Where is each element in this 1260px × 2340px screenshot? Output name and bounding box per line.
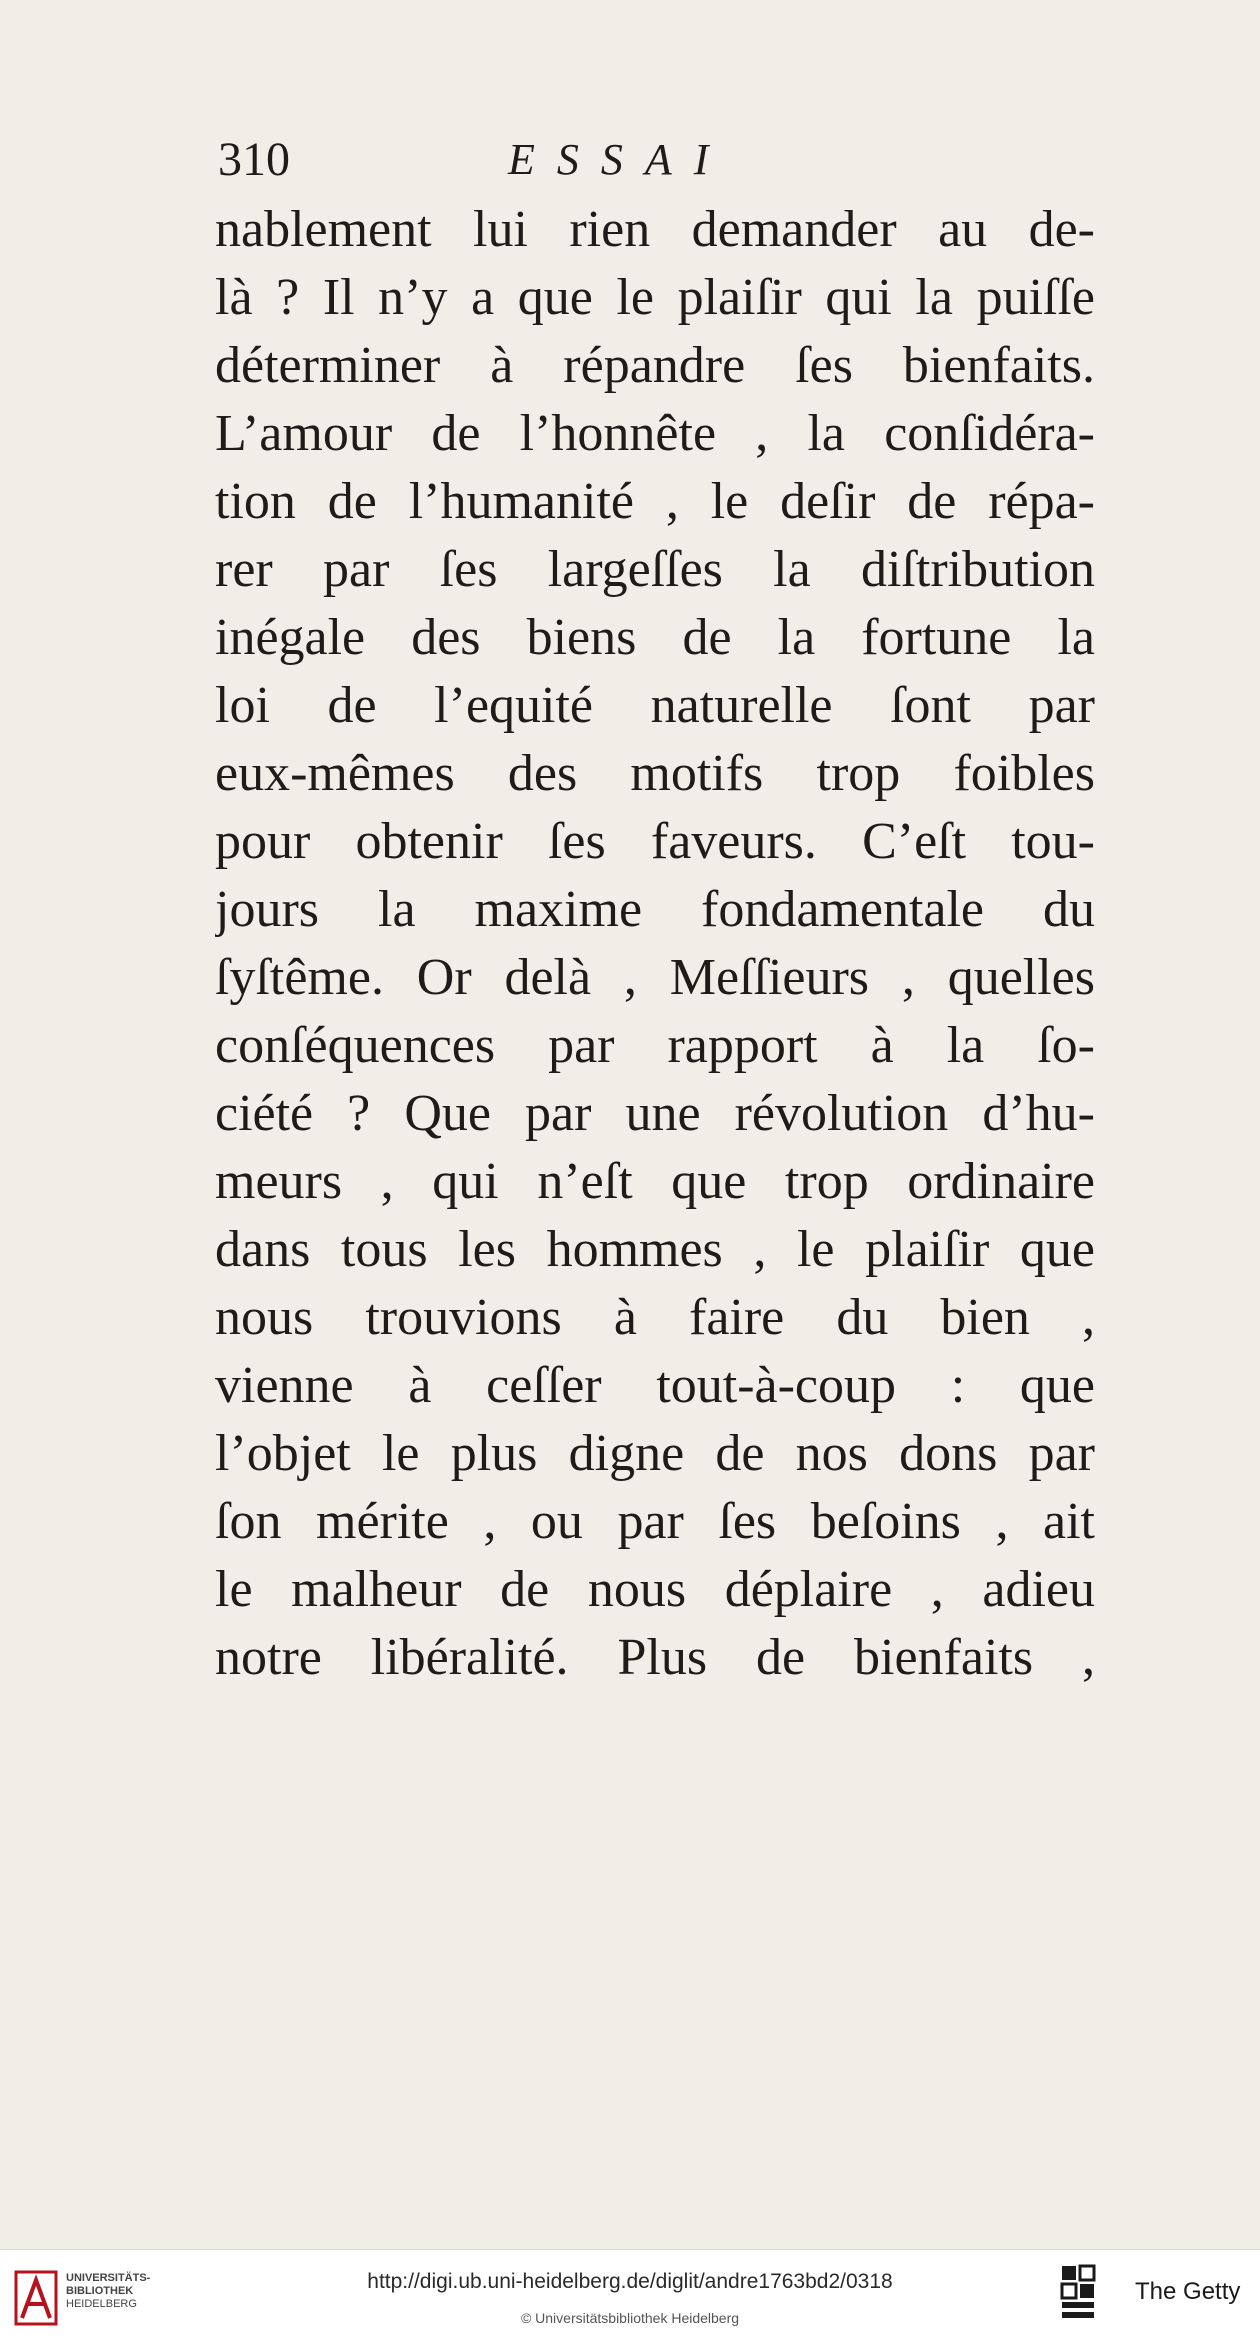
text-line: dans tous les hommes , le plaiſir que <box>215 1221 1095 1278</box>
text-line: ſon mérite , ou par ſes beſoins , ait <box>215 1493 1095 1550</box>
text-line: conſéquences par rapport à la ſo- <box>215 1017 1095 1074</box>
library-name-line1: UNIVERSITÄTS- <box>66 2272 151 2284</box>
text-line: jours la maxime fondamentale du <box>215 881 1095 938</box>
text-line: notre libéralité. Plus de bienfaits , <box>215 1629 1095 1686</box>
text-line: inégale des biens de la fortune la <box>215 609 1095 666</box>
text-line: le malheur de nous déplaire , adieu <box>215 1561 1095 1618</box>
text-line: déterminer à répandre ſes bienfaits. <box>215 337 1095 394</box>
text-line: nous trouvions à faire du bien , <box>215 1289 1095 1346</box>
text-line: loi de l’equité naturelle ſont par <box>215 677 1095 734</box>
running-title: ESSAI <box>508 135 731 184</box>
text-line: L’amour de l’honnête , la conſidéra- <box>215 405 1095 462</box>
text-line: eux-mêmes des motifs trop foibles <box>215 745 1095 802</box>
text-line: meurs , qui n’eſt que trop ordinaire <box>215 1153 1095 1210</box>
library-name-line2: BIBLIOTHEK <box>66 2285 134 2297</box>
copyright-text: © Universitätsbibliothek Heidelberg <box>520 2310 740 2326</box>
body-text <box>215 196 1095 1692</box>
text-line: vienne à ceſſer tout-à-coup : que <box>215 1357 1095 1414</box>
text-line: l’objet le plus digne de nos dons par <box>215 1425 1095 1482</box>
getty-logo-icon <box>1060 2264 1112 2326</box>
text-line: ciété ? Que par une révolution d’hu- <box>215 1085 1095 1142</box>
partner-name: The Getty <box>1135 2278 1241 2305</box>
text-line: pour obtenir ſes faveurs. C’eſt tou- <box>215 813 1095 870</box>
page-number: 310 <box>218 133 290 186</box>
text-line: tion de l’humanité , le deſir de répa- <box>215 473 1095 530</box>
library-name-line3: HEIDELBERG <box>66 2298 137 2310</box>
text-line: ſyſtême. Or delà , Meſſieurs , quelles <box>215 949 1095 1006</box>
permalink-url[interactable]: http://digi.ub.uni-heidelberg.de/diglit/andre1763bd2/0318 <box>367 2270 893 2293</box>
text-line: rer par ſes largeſſes la diſtribution <box>215 541 1095 598</box>
text-line: là ? Il n’y a que le plaiſir qui la puiſſe <box>215 269 1095 326</box>
viewer-footer <box>0 2249 1260 2340</box>
text-line: nablement lui rien demander au de- <box>215 201 1095 258</box>
